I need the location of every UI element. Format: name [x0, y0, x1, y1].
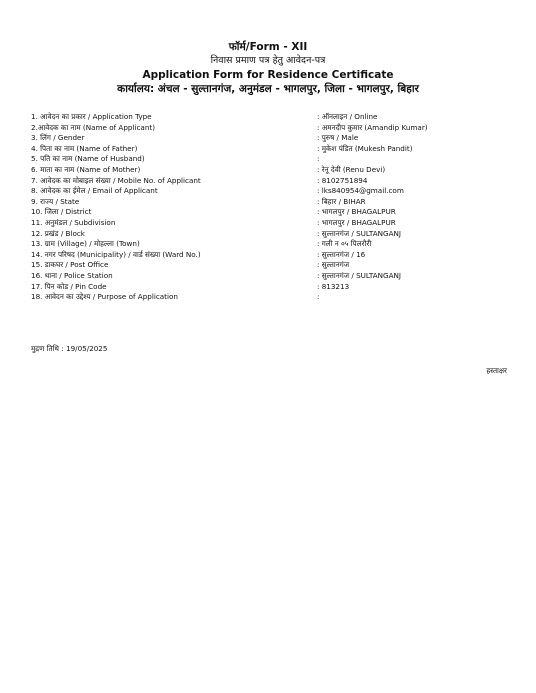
- field-value: : lks840954@gmail.com: [317, 186, 404, 196]
- field-row-post-office: [31, 260, 511, 271]
- field-row-police-station: [31, 271, 511, 282]
- field-label: 8. आवेदक का ईमेल / Email of Applicant: [31, 186, 158, 196]
- print-date: मुद्रण तिथि : 19/05/2025: [31, 344, 108, 353]
- field-row-email: [31, 186, 511, 197]
- field-row-gender: [31, 133, 511, 144]
- field-row-district: [31, 207, 511, 218]
- field-value: :: [317, 154, 320, 164]
- field-label: 12. प्रखंड / Block: [31, 228, 85, 238]
- field-label: 7. आवेदक का मोबाइल संख्या / Mobile No. of Applicant: [31, 175, 201, 185]
- field-row-pin-code: [31, 282, 511, 293]
- field-label: 16. थाना / Police Station: [31, 270, 113, 280]
- field-label: 9. राज्य / State: [31, 196, 80, 206]
- office-line: कार्यालय: अंचल - सुल्तानगंज, अनुमंडल - भागलपुर, जिला - भागलपुर, बिहार: [117, 83, 419, 95]
- field-label: 4. पिता का नाम (Name of Father): [31, 143, 138, 153]
- form-title-hindi: निवास प्रमाण पत्र हेतु आवेदन-पत्र: [210, 55, 326, 66]
- field-label: 17. पिन कोड / Pin Code: [31, 281, 107, 291]
- field-row-state: [31, 197, 511, 208]
- field-row-village-town: [31, 239, 511, 250]
- field-value: : सुल्तानगंज: [317, 260, 350, 270]
- field-row-mobile: [31, 176, 511, 187]
- field-label: 14. नगर परिषद (Municipality) / वार्ड संख्या (Ward No.): [31, 249, 201, 259]
- field-label: 2.आवेदक का नाम (Name of Applicant): [31, 122, 155, 132]
- field-value: : गली न ०५ पिलरौरी: [317, 239, 372, 249]
- field-label: 3. लिंग / Gender: [31, 133, 85, 143]
- field-value: : 813213: [317, 281, 350, 291]
- field-value: : बिहार / BIHAR: [317, 196, 366, 206]
- field-value: : मुकेश पंडित (Mukesh Pandit): [317, 143, 413, 153]
- field-label: 5. पति का नाम (Name of Husband): [31, 154, 145, 164]
- field-row-purpose: [31, 292, 511, 303]
- field-label: 6. माता का नाम (Name of Mother): [31, 164, 141, 174]
- field-row-block: [31, 229, 511, 240]
- field-row-application-type: [31, 112, 511, 123]
- field-value: : 8102751894: [317, 175, 368, 185]
- field-row-subdivision: [31, 218, 511, 229]
- field-value: : सुल्तानगंज / SULTANGANJ: [317, 228, 402, 238]
- field-row-municipality-ward: [31, 250, 511, 261]
- field-row-applicant-name: [31, 123, 511, 134]
- signature-label: हस्ताक्षर: [486, 366, 507, 375]
- field-value: : पुरुष / Male: [317, 133, 359, 143]
- form-header: [0, 40, 536, 97]
- field-label: 18. आवेदन का उद्देश्य / Purpose of Application: [31, 292, 178, 302]
- field-row-father-name: [31, 144, 511, 155]
- field-value: : अमनदीप कुमार (Amandip Kumar): [317, 122, 428, 132]
- field-label: 15. डाकघर / Post Office: [31, 260, 109, 270]
- field-value: : ऑनलाइन / Online: [317, 112, 378, 121]
- field-value: :: [317, 292, 320, 302]
- field-label: 13. ग्राम (Village) / मोहल्ला (Town): [31, 239, 140, 249]
- form-number: फॉर्म/Form - XII: [228, 41, 308, 53]
- field-value: : भागलपुर / BHAGALPUR: [317, 217, 396, 227]
- field-row-mother-name: [31, 165, 511, 176]
- form-title-english: Application Form for Residence Certificate: [142, 69, 394, 81]
- field-value: : सुल्तानगंज / 16: [317, 249, 366, 259]
- field-value: : सुल्तानगंज / SULTANGANJ: [317, 270, 402, 280]
- application-fields: [31, 112, 511, 303]
- field-label: 1. आवेदन का प्रकार / Application Type: [31, 112, 152, 121]
- field-value: : भागलपुर / BHAGALPUR: [317, 207, 396, 217]
- field-row-husband-name: [31, 154, 511, 165]
- field-value: : रेनू देवी (Renu Devi): [317, 164, 386, 174]
- field-label: 10. जिला / District: [31, 207, 92, 217]
- field-label: 11. अनुमंडल / Subdivision: [31, 217, 116, 227]
